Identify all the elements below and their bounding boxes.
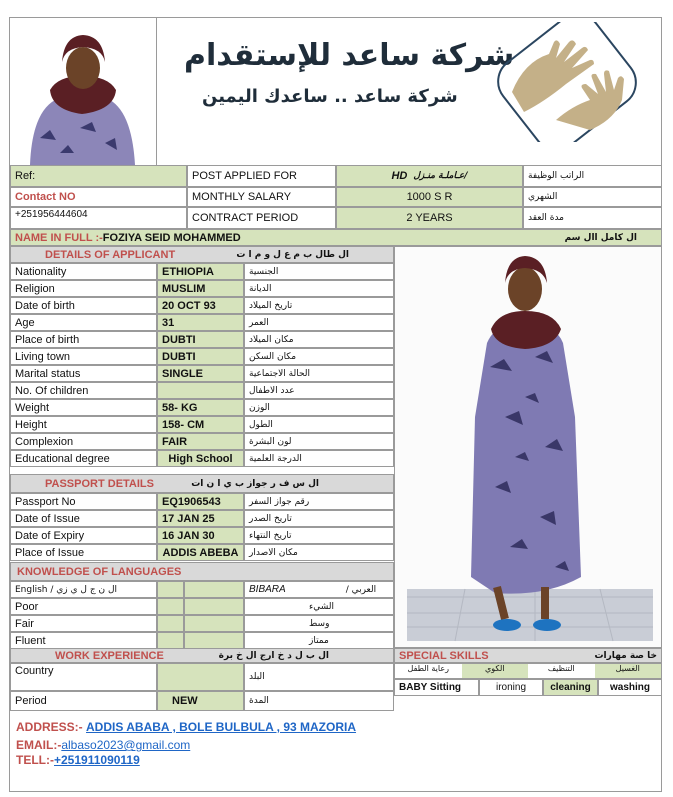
full-name-row (10, 229, 662, 246)
detail-8-value: 58- KG (157, 399, 244, 416)
language-1-box-2 (184, 598, 244, 615)
country-label-ar: البلد (244, 663, 394, 691)
address-label: ADDRESS:- (16, 720, 83, 734)
detail-9-label-ar: الطول (244, 416, 394, 433)
post-applied-code: HD (391, 170, 408, 182)
contact-label: Contact NO (10, 187, 187, 207)
skill-ar-1: رعاية الطفل (407, 664, 449, 673)
language-1-label: Poor (10, 598, 157, 615)
passport-0-value: EQ1906543 (157, 493, 244, 510)
passport-header-ar: ال س ف ر جواز ب ي ا ن ات (191, 478, 319, 489)
post-applied-label: POST APPLIED FOR (187, 165, 336, 187)
passport-1-label: Date of Issue (10, 510, 157, 527)
passport-0-label: Passport No (10, 493, 157, 510)
salary-value: 1000 S R (336, 187, 523, 207)
passport-1-value: 17 JAN 25 (157, 510, 244, 527)
passport-2-label: Date of Expiry (10, 527, 157, 544)
detail-0-label: Nationality (10, 263, 157, 280)
detail-7-value (157, 382, 244, 399)
contract-value: 2 YEARS (336, 207, 523, 229)
detail-1-label: Religion (10, 280, 157, 297)
detail-8-label-ar: الوزن (244, 399, 394, 416)
language-3-label-ar (244, 632, 394, 649)
detail-3-value: 31 (157, 314, 244, 331)
detail-9-label: Height (10, 416, 157, 433)
passport-3-label-ar: مكان الاصدار (244, 544, 394, 561)
details-header-label: DETAILS OF APPLICANT (45, 248, 176, 261)
salary-label: MONTHLY SALARY (187, 187, 336, 207)
period-value: NEW (157, 691, 244, 711)
ref-label: Ref: (10, 165, 187, 187)
detail-8-label: Weight (10, 399, 157, 416)
portrait-photo (10, 18, 157, 165)
hands-logo-icon (494, 22, 644, 142)
detail-9-value: 158- CM (157, 416, 244, 433)
email-line (16, 738, 190, 752)
full-name-label-ar: ال كامل اال سم (564, 232, 637, 243)
skill-ar-2: الكوي (462, 664, 529, 678)
language-0-label: English / ال ن ج ل ي زي (10, 581, 157, 598)
address-value[interactable]: ADDIS ABABA , BOLE BULBULA , 93 MAZORIA (86, 720, 357, 734)
tel-label: TELL:- (16, 753, 54, 767)
detail-5-label: Living town (10, 348, 157, 365)
post-applied-value (336, 165, 523, 187)
passport-1-label-ar: تاريخ الصدر (244, 510, 394, 527)
skills-header-ar: خا صة مهارات (594, 650, 657, 661)
detail-0-value: ETHIOPIA (157, 263, 244, 280)
passport-0-label-ar: رقم جواز السفر (244, 493, 394, 510)
contract-label-ar: مدة العقد (523, 207, 662, 229)
work-header (10, 648, 394, 663)
skill-baby-sitting: BABY Sitting (394, 679, 479, 696)
skills-header (394, 648, 662, 663)
company-slogan: شركة ساعد .. ساعدك اليمين (202, 86, 458, 107)
language-1-ar-text: الشيء (309, 601, 335, 612)
post-label-ar-text: الوظيفة (528, 171, 558, 181)
work-header-label: WORK EXPERIENCE (55, 649, 164, 662)
language-3-box-1 (157, 632, 184, 649)
company-header (158, 18, 661, 165)
language-0-ar-text: العربي / (345, 584, 377, 595)
full-name-label: NAME IN FULL :- (15, 231, 103, 244)
skill-ar-3: التنظيف (547, 664, 575, 673)
skill-ironing: ironing (479, 679, 543, 696)
detail-1-value: MUSLIM (157, 280, 244, 297)
language-2-box-1 (157, 615, 184, 632)
languages-header (10, 562, 394, 581)
country-value (157, 663, 244, 691)
full-name-value: FOZIYA SEID MOHAMMED (102, 231, 241, 244)
skill-cleaning: cleaning (543, 679, 598, 696)
post-label-ar (523, 165, 662, 187)
contact-value: +251956444604 (10, 207, 187, 229)
full-body-photo (394, 246, 662, 648)
detail-10-value: FAIR (157, 433, 244, 450)
language-3-ar-text: ممتاز (309, 635, 329, 646)
email-label: EMAIL:- (16, 738, 62, 752)
post-applied-ar: عـاملـة منـزل/ (413, 171, 468, 181)
languages-header-label: KNOWLEDGE OF LANGUAGES (17, 565, 182, 578)
detail-6-label: Marital status (10, 365, 157, 382)
period-label: Period (10, 691, 157, 711)
details-header (10, 246, 394, 263)
language-2-label: Fair (10, 615, 157, 632)
detail-3-label-ar: العمر (244, 314, 394, 331)
passport-header (10, 474, 394, 493)
skills-header-label: SPECIAL SKILLS (399, 649, 489, 662)
language-0-ar-prefix: BIBARA (249, 584, 286, 595)
details-header-ar: ال طال ب م ع ل و م ا ت (236, 249, 349, 260)
language-0-label-ar (244, 581, 394, 598)
detail-4-label-ar: مكان الميلاد (244, 331, 394, 348)
detail-4-value: DUBTI (157, 331, 244, 348)
contract-label: CONTRACT PERIOD (187, 207, 336, 229)
detail-2-label-ar: تاريخ الميلاد (244, 297, 394, 314)
detail-3-label: Age (10, 314, 157, 331)
language-1-label-ar (244, 598, 394, 615)
language-1-box-1 (157, 598, 184, 615)
country-label: Country (10, 663, 157, 691)
skill-washing: washing (598, 679, 662, 696)
tel-line (16, 753, 140, 767)
language-0-box-1 (157, 581, 184, 598)
tel-link[interactable]: +251911090119 (54, 753, 140, 767)
detail-11-value: High School (157, 450, 244, 467)
email-link[interactable]: albaso2023@gmail.com (61, 738, 191, 752)
language-2-label-ar (244, 615, 394, 632)
passport-2-value: 16 JAN 30 (157, 527, 244, 544)
language-2-ar-text: وسط (309, 618, 330, 629)
language-3-label: Fluent (10, 632, 157, 649)
detail-7-label-ar: عدد الاطفال (244, 382, 394, 399)
language-3-box-2 (184, 632, 244, 649)
passport-3-value: ADDIS ABEBA (157, 544, 244, 561)
detail-11-label: Educational degree (10, 450, 157, 467)
address-line (16, 720, 356, 734)
language-2-box-2 (184, 615, 244, 632)
detail-10-label-ar: لون البشرة (244, 433, 394, 450)
detail-4-label: Place of birth (10, 331, 157, 348)
detail-2-value: 20 OCT 93 (157, 297, 244, 314)
detail-1-label-ar: الديانة (244, 280, 394, 297)
detail-6-value: SINGLE (157, 365, 244, 382)
work-header-ar: ال ب ل د خ ارج ال خ برة (218, 650, 329, 661)
detail-7-label: No. Of children (10, 382, 157, 399)
salary-label-ar: الشهري (523, 187, 662, 207)
passport-3-label: Place of Issue (10, 544, 157, 561)
salary-label-ar-extra: الراتب (560, 171, 585, 181)
skills-ar-row (394, 663, 662, 679)
detail-5-label-ar: مكان السكن (244, 348, 394, 365)
detail-2-label: Date of birth (10, 297, 157, 314)
period-label-ar: المدة (244, 691, 394, 711)
detail-6-label-ar: الحالة الاجتماعية (244, 365, 394, 382)
detail-5-value: DUBTI (157, 348, 244, 365)
language-0-box-2 (184, 581, 244, 598)
detail-0-label-ar: الجنسية (244, 263, 394, 280)
company-name: شركة ساعد للإستقدام (184, 38, 515, 73)
passport-header-label: PASSPORT DETAILS (45, 477, 154, 490)
skill-ar-4: الغسيل (595, 664, 662, 678)
passport-2-label-ar: تاريخ النتهاء (244, 527, 394, 544)
detail-10-label: Complexion (10, 433, 157, 450)
detail-11-label-ar: الدرجة العلمية (244, 450, 394, 467)
